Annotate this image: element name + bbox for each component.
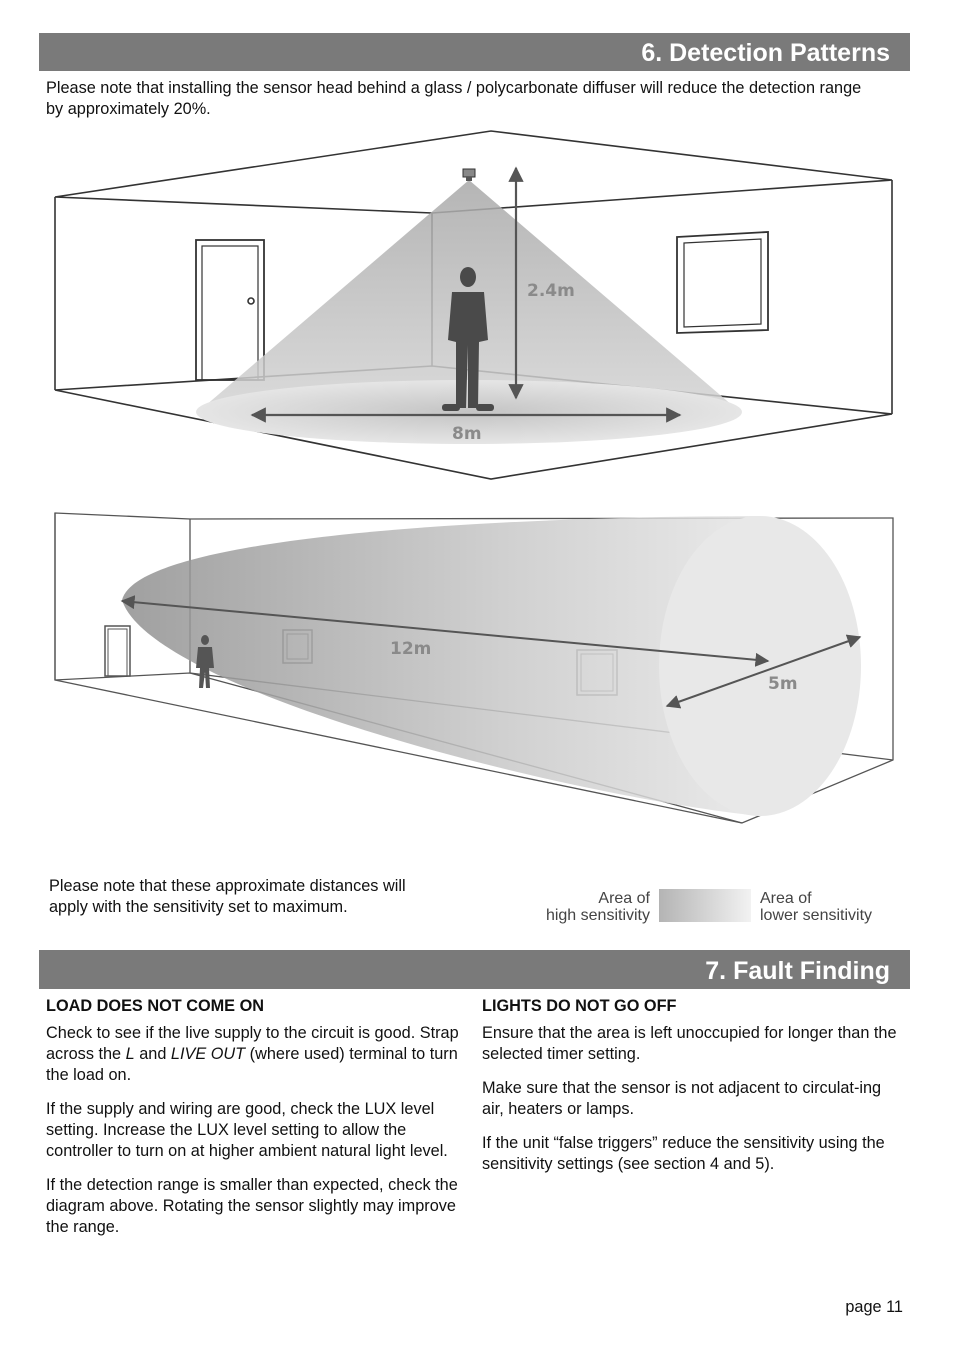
p1-text-live-out: LIVE OUT — [170, 1045, 246, 1063]
legend-low-line2: lower sensitivity — [760, 907, 873, 924]
length-label: 12m — [390, 639, 432, 659]
page-number: page 11 — [845, 1298, 903, 1316]
load-not-on-p1 — [46, 1023, 466, 1086]
load-not-on-p3: If the detection range is smaller than expected, check the diagram above. Rotating the sensor slightly may improve the range. — [46, 1176, 458, 1236]
load-not-on-p2: If the supply and wiring are good, check the LUX level setting. Increase the LUX level setting to allow the controller to turn on at higher ambient natural light level. — [46, 1100, 448, 1160]
diameter-label: 5m — [768, 674, 798, 694]
p1-text-e: (where used) terminal to turn the load on. — [46, 1045, 458, 1084]
lights-not-off-p2: Make sure that the sensor is not adjacent to circulat-ing air, heaters or lamps. — [482, 1079, 882, 1118]
lights-not-off-p3: If the unit “false triggers” reduce the sensitivity using the sensitivity settings (see section 4 and 5). — [482, 1134, 885, 1173]
load-not-on-column — [46, 996, 466, 1238]
sensitivity-gradient-swatch — [659, 889, 751, 922]
section-7-title: 7. Fault Finding — [705, 957, 890, 985]
distance-note: Please note that these approximate distances will apply with the sensitivity set to maximum. — [49, 877, 406, 916]
legend-high-line2: high sensitivity — [545, 907, 650, 924]
p1-text-l: L — [125, 1045, 135, 1063]
lights-not-off-column — [482, 996, 907, 1175]
legend-low-line1: Area of — [760, 890, 812, 907]
p1-text-a: Check to see if the live supply to the circuit is good. Strap across the — [46, 1024, 459, 1063]
load-not-on-heading: LOAD DOES NOT COME ON — [46, 997, 264, 1015]
legend-high-sensitivity — [520, 890, 650, 924]
legend-lower-sensitivity — [760, 890, 900, 924]
legend-high-line1: Area of — [598, 890, 650, 907]
diffuser-note: Please note that installing the sensor head behind a glass / polycarbonate diffuser will reduce the detection range by approximately 20%. — [46, 79, 862, 118]
height-label: 2.4m — [527, 281, 575, 301]
lights-not-off-heading: LIGHTS DO NOT GO OFF — [482, 997, 677, 1015]
section-7-header — [39, 950, 910, 989]
lights-not-off-p1: Ensure that the area is left unoccupied for longer than the selected timer setting. — [482, 1024, 897, 1063]
p1-text-c: and — [134, 1045, 171, 1063]
section-6-title: 6. Detection Patterns — [641, 39, 890, 67]
width-label: 8m — [452, 424, 482, 444]
